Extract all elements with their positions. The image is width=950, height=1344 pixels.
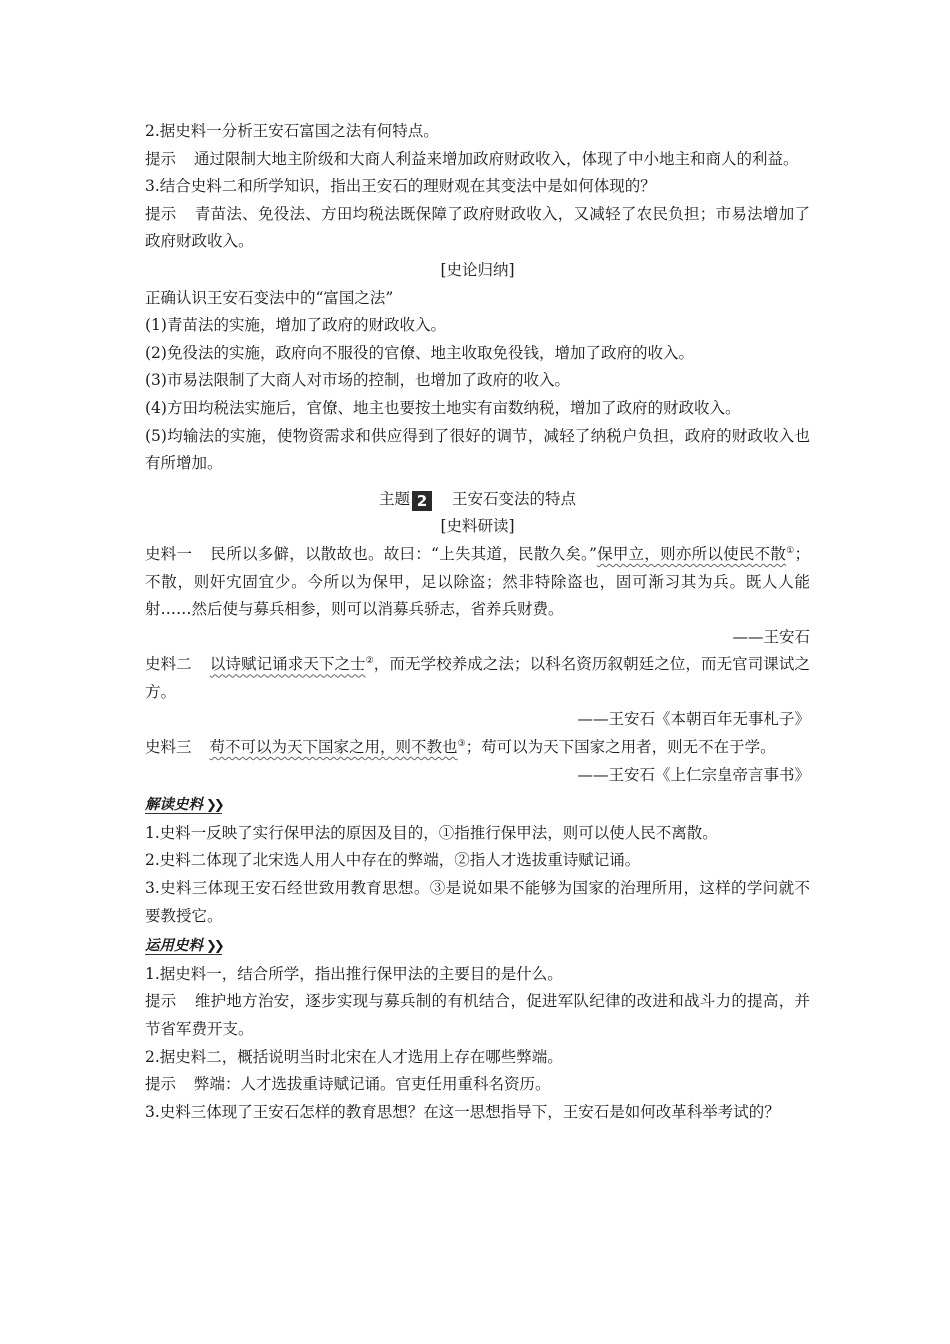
underlined-phrase: 苟不可以为天下国家之用，则不教也: [209, 738, 458, 757]
summary-item: (4)方田均税法实施后，官僚、地主也要按土地实有亩数纳税，增加了政府的财政收入。: [145, 398, 741, 417]
interpret-item: 3.史料三体现王安石经世致用教育思想。③是说如果不能够为国家的治理所用，这样的学问就不要教授它。: [145, 879, 810, 925]
footnote-marker: ③: [457, 739, 466, 750]
source-label: 史料二: [145, 655, 192, 674]
summary-heading: [史论归纳]: [440, 260, 515, 279]
source-text: 民所以多僻，以散故也。故曰：“上失其道，民散久矣。”: [210, 544, 597, 563]
apply-question-2-hint: [145, 1071, 810, 1099]
hint-text: 青苗法、免役法、方田均税法既保障了政府财政收入，又减轻了农民负担；市易法增加了政府财政收入。: [145, 204, 810, 251]
question-2: 2.据史料一分析王安石富国之法有何特点。: [145, 122, 439, 140]
double-chevron-icon: ❯❯: [206, 939, 222, 955]
question-3: 3.结合史料二和所学知识，指出王安石的理财观在其变法中是如何体现的？: [145, 177, 656, 196]
footnote-marker: ①: [786, 545, 795, 556]
source-1-attribution: ——王安石: [732, 627, 810, 646]
interpret-heading-text: 解读史料: [145, 797, 203, 814]
topic-prefix: 主题: [378, 489, 410, 508]
double-chevron-icon: ❯❯: [206, 798, 222, 814]
summary-item: (5)均输法的实施，使物资需求和供应得到了很好的调节，减轻了纳税户负担，政府的财政收入也有所增加。: [145, 426, 810, 473]
hint-label: 提示: [145, 204, 177, 223]
apply-question-1: 1.据史料一，结合所学，指出推行保甲法的主要目的是什么。: [145, 964, 563, 983]
topic-number-badge: 2: [412, 491, 432, 511]
underlined-phrase: 保甲立，则亦所以使民不散: [596, 544, 787, 563]
hint-text: 维护地方治安，逐步实现与募兵制的有机结合，促进军队纪律的改进和战斗力的提高，并节省军费开支。: [145, 992, 810, 1038]
apply-question-3: 3.史料三体现了王安石怎样的教育思想？在这一思想指导下，王安石是如何改革科举考试的？: [145, 1102, 780, 1121]
interpret-heading: [145, 792, 810, 820]
reading-heading: [史料研读]: [440, 517, 515, 536]
source-1: [145, 541, 810, 624]
source-2-attribution: ——王安石《本朝百年无事札子》: [577, 710, 810, 729]
question-2-hint: [145, 146, 810, 174]
source-text: ；苟可以为天下国家之用者，则无不在于学。: [465, 738, 776, 757]
summary-title: 正确认识王安石变法中的“富国之法”: [145, 288, 394, 307]
underlined-phrase: 以诗赋记诵求天下之士: [209, 655, 366, 674]
interpret-item: 1.史料一反映了实行保甲法的原因及目的，①指推行保甲法，则可以使人民不离散。: [145, 823, 718, 842]
source-text: ；不散，则奸宄固宜少。今所以为保甲，足以除盗；然非特除盗也，固可渐习其为兵。既人人能射……然后使与募兵相参，则可以消募兵骄志，省养兵财费。: [145, 544, 810, 619]
hint-label: 提示: [145, 1075, 177, 1094]
topic-title: 王安石变法的特点: [452, 489, 577, 508]
apply-heading-text: 运用史料: [145, 938, 203, 955]
footnote-marker: ②: [365, 656, 374, 667]
summary-item: (2)免役法的实施，政府向不服役的官僚、地主收取免役钱，增加了政府的收入。: [145, 343, 694, 362]
apply-question-2: 2.据史料二，概括说明当时北宋在人才选用上存在哪些弊端。: [145, 1047, 563, 1066]
hint-label: 提示: [145, 992, 177, 1011]
summary-item: (1)青苗法的实施，增加了政府的财政收入。: [145, 316, 446, 335]
summary-item: (3)市易法限制了大商人对市场的控制，也增加了政府的收入。: [145, 371, 570, 390]
hint-label: 提示: [145, 149, 177, 168]
hint-text: 弊端：人才选拔重诗赋记诵。官吏任用重科名资历。: [194, 1075, 551, 1094]
topic-heading: [145, 486, 810, 514]
source-3-attribution: ——王安石《上仁宗皇帝言事书》: [577, 765, 810, 784]
source-3: [145, 734, 810, 762]
source-label: 史料一: [145, 544, 193, 563]
apply-question-1-hint: [145, 988, 810, 1043]
question-3-hint: [145, 201, 810, 256]
source-label: 史料三: [145, 738, 192, 757]
interpret-item: 2.史料二体现了北宋选人用人中存在的弊端，②指人才选拔重诗赋记诵。: [145, 851, 641, 870]
source-2: [145, 651, 810, 706]
apply-heading: [145, 933, 810, 961]
hint-text: 通过限制大地主阶级和大商人利益来增加政府财政收入，体现了中小地主和商人的利益。: [194, 149, 799, 168]
document-page: [145, 118, 810, 1126]
source-text: ，而无学校养成之法；以科名资历叙朝廷之位，而无官司课试之方。: [145, 655, 810, 701]
